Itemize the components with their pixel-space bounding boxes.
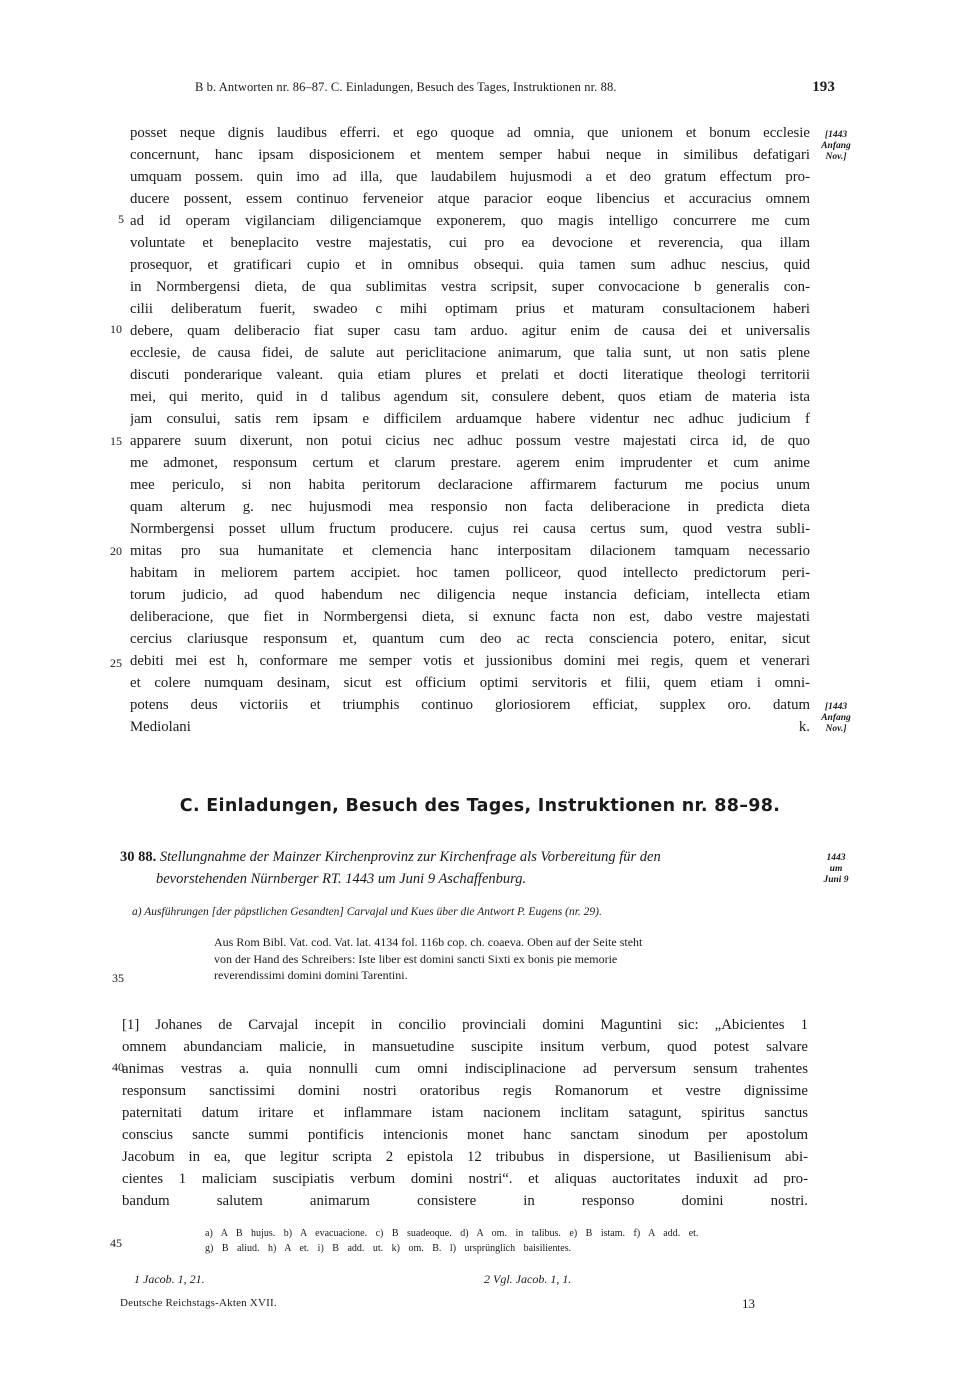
text-line: Normbergensi posset ullum fructum producere. cujus rei causa certus sum, quod vestra subli- xyxy=(130,521,810,537)
source-line: von der Hand des Schreibers: Iste liber est domini sancti Sixti ex bonis pie memorie xyxy=(214,951,618,966)
text-line: torum judicio, ad quod habendum nec diligencia neque instancia deficiam, intellecta etiam xyxy=(130,587,810,603)
critical-apparatus xyxy=(205,1226,698,1256)
line-number: 5 xyxy=(118,212,124,226)
document-heading xyxy=(120,846,810,890)
text-line: debere, quam deliberacio fiat super casu tam arduo. agitur enim de causa dei et universalis xyxy=(130,323,810,339)
apparatus-row: a) A B hujus. b) A evacuacione. c) B suadeoque. d) A om. in talibus. e) B istam. f) A add. et. xyxy=(205,1228,699,1239)
text-line: jam consului, satis rem ipsam e difficilem arduamque habere videntur nec adhuc judicium f xyxy=(130,411,810,427)
text-line: voluntate et beneplacito vestre majestatis, cui pro ea devocione et reverencia, qua illam xyxy=(130,235,810,251)
text-line: cientes 1 maliciam suscipiatis verbum domini nostri“. et aliquas auctoritates induxit ad pro- xyxy=(122,1171,808,1187)
text-line: mei, qui merito, quid in d talibus agendum sit, consulere debent, quos etiam de materia ista xyxy=(130,389,810,405)
text-line: deliberacione, que fiet in Normbergensi dieta, si exnunc facta non est, dabo vestre majestati xyxy=(130,609,810,625)
margin-date-note: [1443 Anfang Nov.] xyxy=(821,130,851,162)
running-head xyxy=(195,80,835,95)
text-line: habitam in meliorem partem accipiet. hoc tamen polliceor, quod intellecto predictorum peri- xyxy=(130,565,810,581)
text-line: responsum sanctissimi domini nostri oratoribus regis Romanorum et vestre dignissime xyxy=(122,1083,808,1099)
margin-date-note: 1443 um Juni 9 xyxy=(823,853,849,885)
footer-signature-number: 13 xyxy=(742,1296,755,1311)
text-line: potens deus victoriis et triumphis continuo gloriosiorem efficiat, supplex oro. datum xyxy=(130,697,810,713)
line-number: 45 xyxy=(110,1236,122,1250)
section-heading: C. Einladungen, Besuch des Tages, Instruktionen nr. 88–98. xyxy=(179,796,781,816)
document-title-line-2: bevorstehenden Nürnberger RT. 1443 um Juni 9 Aschaffenburg. xyxy=(156,871,527,887)
line-number: 15 xyxy=(110,434,122,448)
running-head-text: B b. Antworten nr. 86–87. C. Einladungen, Besuch des Tages, Instruktionen nr. 88. xyxy=(195,80,617,94)
source-line: Aus Rom Bibl. Vat. cod. Vat. lat. 4134 fol. 116b cop. ch. coaeva. Oben auf der Seite steht xyxy=(214,935,643,949)
page-number: 193 xyxy=(812,79,835,95)
document-number: 30 88. xyxy=(120,849,157,865)
text-line: umquam possem. quin imo ad illa, que laudabilem hujusmodi a et deo gratum effectum pro- xyxy=(130,169,810,185)
text-line: cercius clariusque responsum et, quantum cum deo ac recta consciencia potero, enitar, sicut xyxy=(130,631,810,647)
line-number: 25 xyxy=(110,656,122,670)
text-line: in Normbergensi dieta, de qua sublimitas vestra scripsit, super convocacione b generalis con- xyxy=(130,279,810,295)
footnote-1: 1 Jacob. 1, 21. xyxy=(134,1272,205,1286)
line-number: 10 xyxy=(110,322,122,336)
text-line: animas vestras a. quia nonnulli cum omni indisciplinacione ad perversum sensum trahentes xyxy=(122,1061,808,1077)
text-line: me admonet, responsum certum et clarum prestare. agerem enim imprudenter et cum anime xyxy=(130,455,810,471)
source-line: reverendissimi domini domini Tarentini. xyxy=(214,968,408,982)
text-line: posset neque dignis laudibus efferri. et ego quoque ad omnia, que unionem et bonum ecclesie xyxy=(130,125,810,141)
text-line: mee periculo, si non habita peritorum declaracione affirmarem facturum me pocius unum xyxy=(130,477,810,493)
text-line: conscius sancte summi pontificis intencionis monet hanc sanctam sinodum per apostolum xyxy=(122,1127,808,1143)
text-line: mitas pro sua humanitate et clemencia hanc interpositam dilacionem tamquam necessario xyxy=(130,543,810,559)
line-number: 20 xyxy=(110,544,122,558)
text-line: Jacobum in ea, que legitur scripta 2 epistola 12 tribubus in dispersione, ut Basilienisum abi- xyxy=(122,1149,808,1165)
source-description xyxy=(214,934,810,984)
apparatus-row: g) B aliud. h) A et. i) B add. ut. k) om. B. l) ursprünglich baisilientes. xyxy=(205,1243,572,1254)
text-line: Mediolani k. xyxy=(130,719,810,735)
body-text-document-88 xyxy=(122,1014,808,1234)
text-line: bandum salutem animarum consistere in responso domini nostri. xyxy=(122,1193,808,1209)
footnote-2: 2 Vgl. Jacob. 1, 1. xyxy=(484,1272,572,1286)
document-title-line-1: Stellungnahme der Mainzer Kirchenprovinz zur Kirchenfrage als Vorbereitung für den xyxy=(159,849,661,865)
text-line: cilii deliberatum fuerit, swadeo c mihi optimam prius et maturam consultacionem haberi xyxy=(130,301,810,317)
text-line: paternitati datum iritare et inflammare istam nacionem inclitam satagunt, spiritus sanctus xyxy=(122,1105,808,1121)
text-line: ecclesie, de causa fidei, de salute aut periclitacione animarum, que talia sunt, ut non satis plene xyxy=(130,345,810,361)
text-line: apparere suum dixerunt, non potui cicius nec adhuc possum vestre majestati circa id, de quo xyxy=(130,433,810,449)
text-line: concernunt, hanc ipsam disposicionem et mentem semper habui neque in similibus defatigari xyxy=(130,147,810,163)
line-number: 40 xyxy=(112,1060,124,1074)
related-note: a) Ausführungen [der päpstlichen Gesandten] Carvajal und Kues über die Antwort P. Eugens (nr. 29). xyxy=(132,906,602,918)
text-line: omnem abundanciam malicie, in mansuetudine suscipite insitum verbum, quod potest salvare xyxy=(122,1039,808,1055)
line-number: 35 xyxy=(112,971,124,985)
text-line: discuti ponderarique valeant. quia etiam plures et prelati et docti literatique theologi territorii xyxy=(130,367,810,383)
text-line: [1] Johanes de Carvajal incepit in concilio provinciali domini Maguntini sic: „Abicientes 1 xyxy=(122,1017,808,1033)
footer-series-title: Deutsche Reichstags-Akten XVII. xyxy=(120,1297,277,1309)
body-text-section-b xyxy=(130,122,810,760)
margin-date-note: [1443 Anfang Nov.] xyxy=(821,702,851,734)
text-line: ad id operam vigilanciam diligenciamque exponerem, quo magis intelligo concurrere me cum xyxy=(130,213,810,229)
text-line xyxy=(130,738,810,760)
text-line: quam alterum g. nec hujusmodi mea responsio non facta deliberacione in predicta dieta xyxy=(130,499,810,515)
text-line: debiti mei est h, conformare me semper votis et jussionibus domini mei regis, quem et venerari xyxy=(130,653,810,669)
text-line: ducere possent, essem continuo ferveneior atque paracior eoque libencius et accuracius omnem xyxy=(130,191,810,207)
text-line: et colere numquam desinam, sicut est officium optimi servitoris et filii, quem etiam i omni- xyxy=(130,675,810,691)
text-line: prosequor, et gratificari cupio et in omnibus obsequi. quia tamen sum adhuc nescius, quid xyxy=(130,257,810,273)
